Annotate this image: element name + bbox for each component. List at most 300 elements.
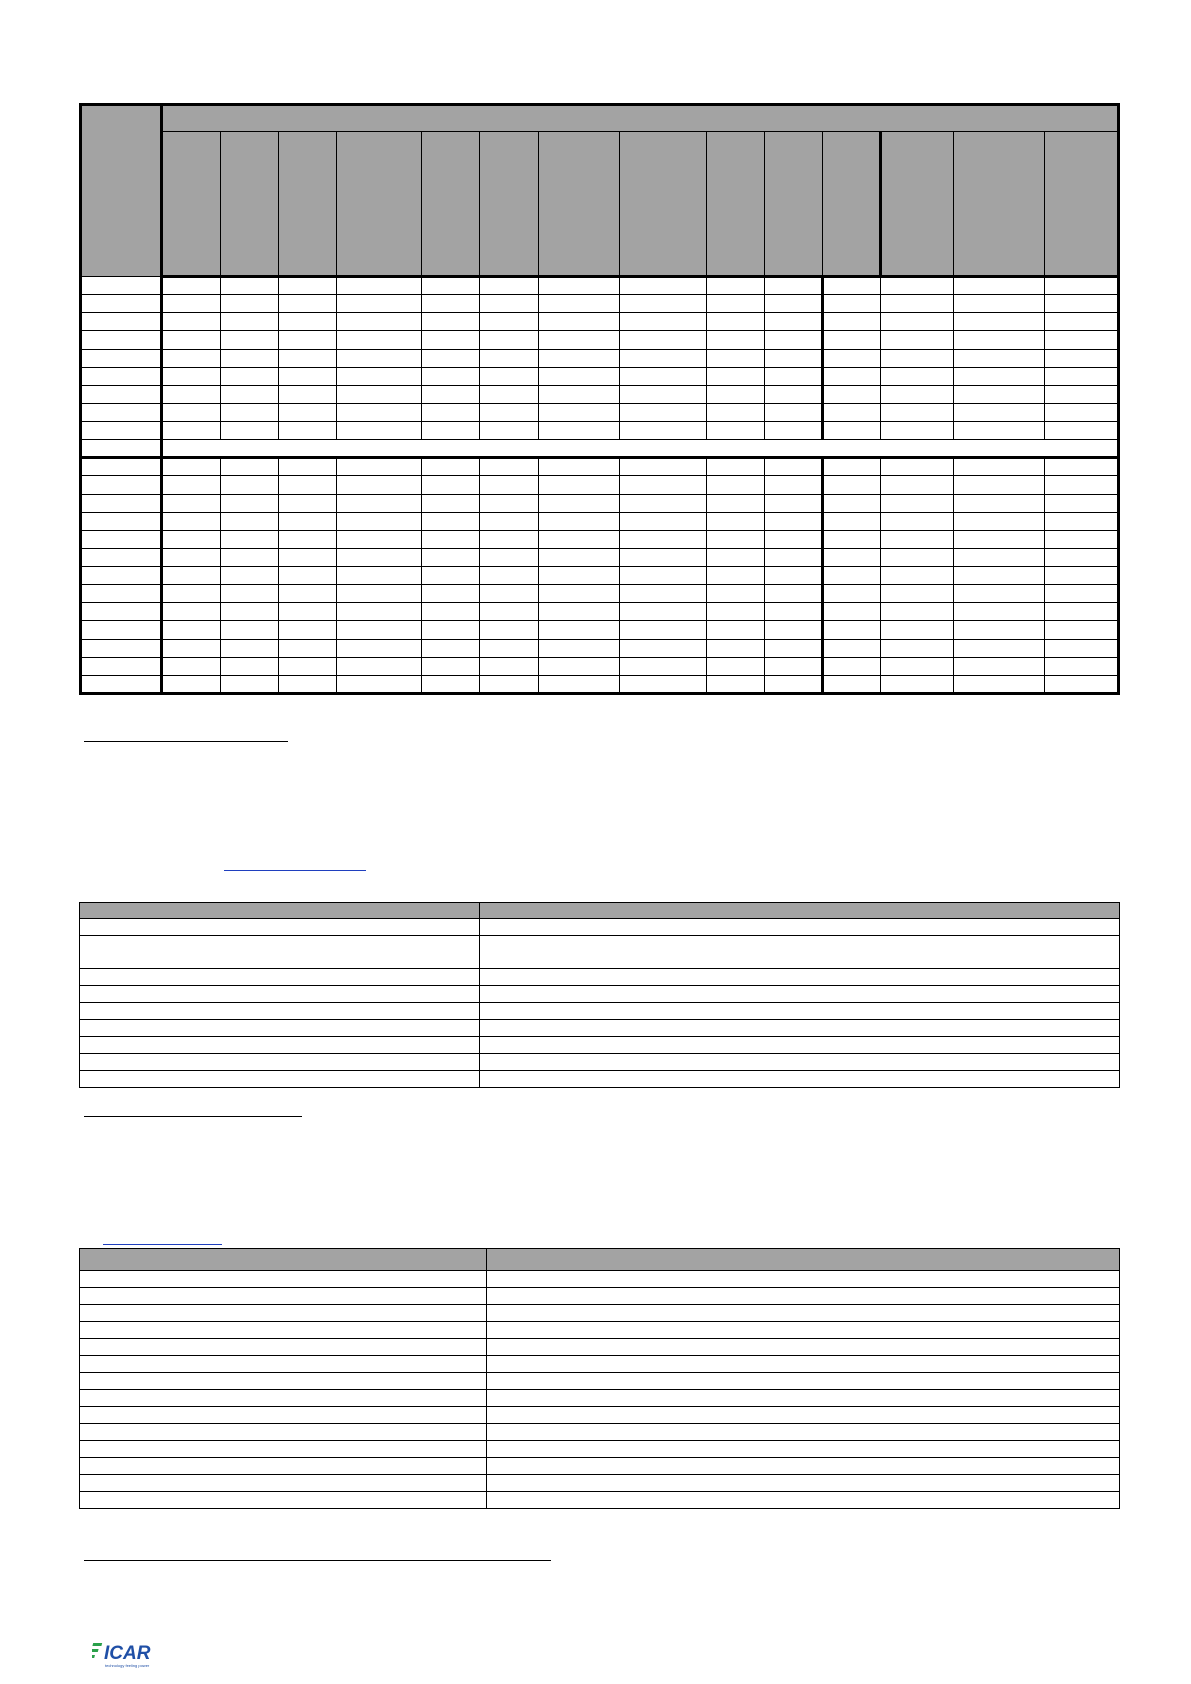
grid-cell — [480, 295, 538, 313]
grid-cell — [220, 367, 278, 385]
table-cell — [487, 1373, 1120, 1390]
grid-cell — [1045, 603, 1119, 621]
grid-cell — [480, 403, 538, 421]
grid-cell — [619, 458, 706, 476]
grid-cell — [81, 675, 162, 693]
grid-cell — [220, 331, 278, 349]
grid-cell — [954, 331, 1045, 349]
grid-cell — [954, 403, 1045, 421]
grid-cell — [954, 385, 1045, 403]
grid-col-header — [162, 132, 220, 277]
grid-cell — [880, 621, 953, 639]
table-cell — [487, 1339, 1120, 1356]
grid-cell — [822, 313, 880, 331]
grid-col-header — [619, 132, 706, 277]
grid-cell — [278, 657, 336, 675]
grid-cell — [162, 494, 220, 512]
grid-cell — [954, 603, 1045, 621]
table-cell — [487, 1322, 1120, 1339]
grid-cell — [422, 277, 480, 295]
grid-cell — [81, 476, 162, 494]
grid-cell — [1045, 403, 1119, 421]
grid-col-header — [765, 132, 822, 277]
grid-cell — [765, 585, 822, 603]
table-row — [80, 1054, 1120, 1071]
table-cell — [487, 1441, 1120, 1458]
grid-cell — [336, 548, 421, 566]
grid-cell — [822, 403, 880, 421]
grid-cell — [619, 331, 706, 349]
grid-cell — [1045, 385, 1119, 403]
grid-cell — [880, 548, 953, 566]
grid-cell — [81, 367, 162, 385]
grid-col-header — [1045, 132, 1119, 277]
grid-cell — [765, 494, 822, 512]
grid-cell — [278, 403, 336, 421]
grid-cell — [707, 675, 765, 693]
grid-cell — [822, 295, 880, 313]
main-data-grid — [79, 103, 1120, 695]
table-row — [80, 919, 1120, 936]
grid-cell — [422, 548, 480, 566]
table-cell — [80, 986, 480, 1003]
grid-cell — [619, 603, 706, 621]
grid-cell — [220, 313, 278, 331]
grid-cell — [538, 313, 619, 331]
grid-cell — [538, 295, 619, 313]
grid-cell — [880, 476, 953, 494]
grid-cell — [162, 567, 220, 585]
grid-cell — [336, 512, 421, 530]
grid-cell — [336, 385, 421, 403]
grid-row — [81, 476, 1119, 494]
grid-cell — [336, 403, 421, 421]
grid-cell — [1045, 331, 1119, 349]
grid-cell — [765, 295, 822, 313]
grid-cell — [278, 295, 336, 313]
table-cell — [487, 1475, 1120, 1492]
grid-cell — [619, 367, 706, 385]
grid-row — [81, 512, 1119, 530]
grid-cell — [480, 331, 538, 349]
table-cell — [80, 1054, 480, 1071]
grid-cell — [336, 494, 421, 512]
grid-cell — [1045, 675, 1119, 693]
grid-cell — [480, 512, 538, 530]
grid-cell — [220, 657, 278, 675]
grid-cell — [538, 422, 619, 440]
grid-cell — [81, 567, 162, 585]
grid-cell — [1045, 476, 1119, 494]
grid-cell — [765, 331, 822, 349]
grid-cell — [822, 422, 880, 440]
table-cell — [480, 969, 1120, 986]
grid-cell — [81, 585, 162, 603]
table-row — [80, 969, 1120, 986]
grid-cell — [81, 331, 162, 349]
grid-cell — [765, 548, 822, 566]
grid-cell — [619, 512, 706, 530]
table-1-header-cell — [80, 903, 480, 919]
table-cell — [487, 1271, 1120, 1288]
grid-cell — [336, 313, 421, 331]
table-cell — [480, 1054, 1120, 1071]
grid-cell — [1045, 657, 1119, 675]
grid-cell — [162, 367, 220, 385]
table-cell — [480, 986, 1120, 1003]
grid-cell — [422, 530, 480, 548]
table-row — [80, 1458, 1120, 1475]
grid-cell — [422, 367, 480, 385]
grid-cell — [278, 313, 336, 331]
grid-col-header — [538, 132, 619, 277]
grid-col-header — [822, 132, 880, 277]
grid-cell — [278, 349, 336, 367]
section-1-heading-underline — [84, 741, 288, 742]
grid-col-header — [707, 132, 765, 277]
table-cell — [80, 1373, 487, 1390]
grid-cell — [81, 657, 162, 675]
grid-cell — [707, 295, 765, 313]
grid-cell — [81, 440, 162, 458]
grid-cell — [422, 639, 480, 657]
grid-cell — [619, 675, 706, 693]
grid-cell — [162, 295, 220, 313]
grid-cell — [822, 548, 880, 566]
grid-cell — [81, 403, 162, 421]
grid-cell — [278, 585, 336, 603]
grid-cell — [822, 331, 880, 349]
grid-cell — [707, 512, 765, 530]
table-cell — [480, 919, 1120, 936]
table-cell — [80, 1475, 487, 1492]
grid-cell — [880, 675, 953, 693]
grid-cell — [162, 422, 220, 440]
grid-cell — [278, 548, 336, 566]
grid-cell — [422, 585, 480, 603]
grid-cell — [765, 277, 822, 295]
grid-cell — [880, 331, 953, 349]
grid-cell — [220, 567, 278, 585]
grid-cell — [1045, 277, 1119, 295]
table-row — [80, 1424, 1120, 1441]
grid-cell — [1045, 367, 1119, 385]
grid-cell — [619, 548, 706, 566]
grid-cell — [162, 349, 220, 367]
grid-cell — [336, 621, 421, 639]
grid-cell — [1045, 548, 1119, 566]
grid-row — [81, 422, 1119, 440]
grid-cell — [538, 277, 619, 295]
grid-cell — [619, 313, 706, 331]
grid-cell — [954, 277, 1045, 295]
grid-cell — [278, 639, 336, 657]
table-cell — [80, 1356, 487, 1373]
table-row — [80, 1339, 1120, 1356]
grid-cell — [822, 621, 880, 639]
table-1 — [79, 902, 1120, 1088]
grid-cell — [538, 639, 619, 657]
grid-cell — [480, 639, 538, 657]
grid-cell — [880, 349, 953, 367]
grid-cell — [336, 295, 421, 313]
grid-cell — [954, 639, 1045, 657]
grid-cell — [278, 494, 336, 512]
grid-cell — [765, 621, 822, 639]
grid-cell — [81, 621, 162, 639]
grid-cell — [422, 422, 480, 440]
table-cell — [480, 936, 1120, 969]
grid-cell — [480, 422, 538, 440]
grid-cell — [880, 277, 953, 295]
grid-cell — [162, 403, 220, 421]
grid-cell — [336, 349, 421, 367]
grid-cell — [619, 349, 706, 367]
grid-cell — [220, 675, 278, 693]
grid-cell — [81, 494, 162, 512]
grid-cell — [480, 603, 538, 621]
grid-row — [81, 385, 1119, 403]
grid-cell — [480, 530, 538, 548]
grid-cell — [278, 422, 336, 440]
table-row — [80, 936, 1120, 969]
table-row — [80, 1071, 1120, 1088]
table-row — [80, 1305, 1120, 1322]
grid-cell — [162, 621, 220, 639]
grid-cell — [707, 277, 765, 295]
grid-cell — [422, 313, 480, 331]
grid-cell — [619, 295, 706, 313]
table-row — [80, 1037, 1120, 1054]
grid-cell — [880, 422, 953, 440]
grid-cell — [707, 385, 765, 403]
grid-cell — [336, 585, 421, 603]
grid-cell — [822, 675, 880, 693]
grid-row — [81, 530, 1119, 548]
grid-cell — [162, 512, 220, 530]
grid-cell — [707, 349, 765, 367]
grid-cell — [538, 585, 619, 603]
grid-cell — [707, 403, 765, 421]
grid-cell — [538, 567, 619, 585]
grid-row — [81, 639, 1119, 657]
grid-cell — [422, 385, 480, 403]
grid-cell — [220, 295, 278, 313]
grid-cell — [822, 585, 880, 603]
grid-cell — [822, 277, 880, 295]
grid-row — [81, 621, 1119, 639]
grid-cell — [81, 548, 162, 566]
grid-cell — [954, 295, 1045, 313]
grid-cell — [538, 512, 619, 530]
grid-cell — [765, 639, 822, 657]
grid-cell — [880, 639, 953, 657]
grid-cell — [707, 494, 765, 512]
grid-cell — [707, 331, 765, 349]
grid-cell — [707, 639, 765, 657]
grid-cell — [480, 675, 538, 693]
grid-cell — [765, 675, 822, 693]
table-cell — [487, 1288, 1120, 1305]
table-1-header-cell — [480, 903, 1120, 919]
grid-cell — [422, 657, 480, 675]
grid-cell — [81, 603, 162, 621]
grid-cell — [1045, 530, 1119, 548]
grid-cell — [336, 675, 421, 693]
grid-cell — [822, 530, 880, 548]
grid-col-header — [480, 132, 538, 277]
grid-cell — [707, 585, 765, 603]
grid-cell — [954, 675, 1045, 693]
grid-cell — [822, 349, 880, 367]
grid-cell — [822, 567, 880, 585]
grid-cell — [538, 548, 619, 566]
grid-cell — [954, 313, 1045, 331]
grid-cell — [619, 422, 706, 440]
grid-cell — [538, 675, 619, 693]
grid-cell — [220, 422, 278, 440]
grid-cell — [336, 367, 421, 385]
section-2-link-underline[interactable] — [103, 1244, 222, 1245]
grid-cell — [81, 349, 162, 367]
table-cell — [480, 1037, 1120, 1054]
grid-cell — [162, 657, 220, 675]
table-row — [80, 1407, 1120, 1424]
grid-cell — [765, 476, 822, 494]
grid-cell — [162, 458, 220, 476]
grid-cell — [538, 494, 619, 512]
grid-cell — [619, 639, 706, 657]
table-row — [80, 1356, 1120, 1373]
grid-row — [81, 403, 1119, 421]
grid-cell — [619, 621, 706, 639]
grid-cell — [162, 476, 220, 494]
grid-row — [81, 277, 1119, 295]
grid-cell — [1045, 458, 1119, 476]
grid-cell — [480, 313, 538, 331]
grid-row — [81, 494, 1119, 512]
grid-cell — [220, 621, 278, 639]
grid-cell — [707, 530, 765, 548]
table-row — [80, 1373, 1120, 1390]
grid-cell — [822, 458, 880, 476]
grid-cell — [278, 675, 336, 693]
grid-cell — [880, 567, 953, 585]
grid-cell — [707, 567, 765, 585]
table-cell — [80, 1458, 487, 1475]
table-row — [80, 1020, 1120, 1037]
grid-cell — [220, 385, 278, 403]
grid-cell — [278, 458, 336, 476]
grid-row — [81, 603, 1119, 621]
grid-cell — [336, 331, 421, 349]
grid-cell — [220, 476, 278, 494]
grid-cell — [1045, 621, 1119, 639]
grid-col-header — [278, 132, 336, 277]
grid-cell — [954, 494, 1045, 512]
grid-cell — [422, 621, 480, 639]
grid-cell — [765, 349, 822, 367]
table-cell — [80, 1424, 487, 1441]
grid-col-header — [954, 132, 1045, 277]
grid-cell — [880, 367, 953, 385]
grid-cell — [880, 403, 953, 421]
grid-cell — [822, 476, 880, 494]
table-row — [80, 1475, 1120, 1492]
grid-cell — [619, 403, 706, 421]
table-cell — [80, 1288, 487, 1305]
logo-wordmark: ICAR — [104, 1643, 151, 1664]
icar-logo — [92, 1640, 160, 1670]
table-cell — [480, 1020, 1120, 1037]
table-cell — [487, 1407, 1120, 1424]
grid-cell — [1045, 512, 1119, 530]
grid-cell — [538, 657, 619, 675]
grid-cell — [954, 548, 1045, 566]
grid-cell — [765, 603, 822, 621]
grid-cell — [220, 403, 278, 421]
table-2-header-cell — [487, 1249, 1120, 1271]
grid-cell — [278, 385, 336, 403]
grid-cell — [538, 476, 619, 494]
grid-cell — [954, 585, 1045, 603]
grid-cell — [220, 494, 278, 512]
grid-cell — [81, 277, 162, 295]
grid-cell — [422, 512, 480, 530]
grid-row — [81, 331, 1119, 349]
grid-cell — [619, 585, 706, 603]
grid-cell — [707, 621, 765, 639]
table-cell — [487, 1458, 1120, 1475]
grid-cell — [822, 494, 880, 512]
grid-cell — [336, 458, 421, 476]
grid-cell — [162, 548, 220, 566]
grid-cell — [81, 512, 162, 530]
table-cell — [80, 1037, 480, 1054]
grid-corner-header — [81, 105, 162, 277]
grid-cell — [336, 603, 421, 621]
table-2 — [79, 1248, 1120, 1509]
grid-row — [81, 295, 1119, 313]
grid-cell — [707, 657, 765, 675]
grid-cell — [278, 331, 336, 349]
table-cell — [80, 1322, 487, 1339]
grid-cell — [162, 603, 220, 621]
grid-cell — [765, 385, 822, 403]
table-cell — [80, 936, 480, 969]
grid-cell — [220, 639, 278, 657]
grid-cell — [220, 349, 278, 367]
grid-cell — [880, 512, 953, 530]
table-cell — [487, 1356, 1120, 1373]
table-cell — [80, 1020, 480, 1037]
grid-section-divider-row — [81, 440, 1119, 458]
icar-logo-graphic — [92, 1640, 160, 1670]
grid-cell — [422, 458, 480, 476]
grid-cell — [880, 585, 953, 603]
logo-tagline: technology feeling power — [105, 1663, 150, 1668]
grid-cell — [162, 530, 220, 548]
grid-cell — [880, 385, 953, 403]
grid-col-header — [422, 132, 480, 277]
grid-cell — [1045, 567, 1119, 585]
grid-cell — [81, 385, 162, 403]
grid-cell — [220, 585, 278, 603]
section-1-link-underline[interactable] — [224, 870, 366, 871]
grid-cell — [278, 621, 336, 639]
grid-cell — [1045, 494, 1119, 512]
grid-cell — [162, 385, 220, 403]
